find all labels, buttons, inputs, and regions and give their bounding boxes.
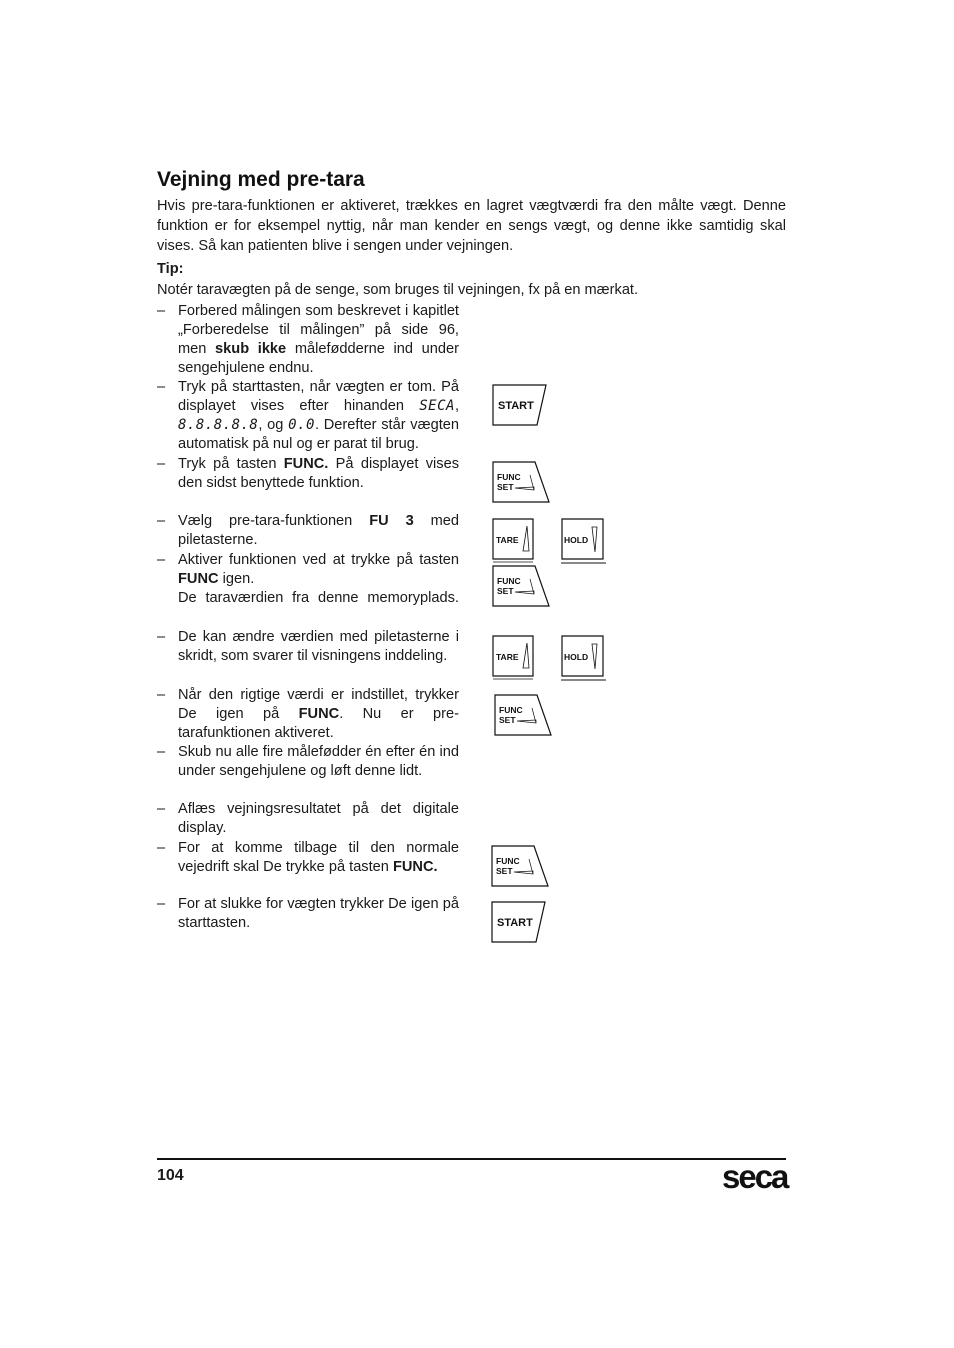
svg-text:SET: SET bbox=[499, 715, 516, 725]
lcd-seca: SECA bbox=[419, 398, 455, 414]
start-key-label: START bbox=[497, 917, 533, 929]
bullet-dash: – bbox=[157, 896, 166, 912]
step-select-fu3: – Vælg pre-tara-funktionen FU 3 med piletasterne. bbox=[157, 513, 459, 548]
svg-text:FUNC: FUNC bbox=[496, 856, 520, 866]
svg-text:TARE: TARE bbox=[496, 535, 519, 545]
step-start: – Tryk på starttasten, når vægten er tom. På displayet vises efter hinanden SECA, 8.8.8.8.8, og 0.0. Derefter står vægten automatisk på nul og er parat til brug. bbox=[157, 379, 459, 452]
func-set-key-icon bbox=[492, 565, 550, 608]
svg-text:HOLD: HOLD bbox=[564, 652, 589, 662]
svg-text:SET: SET bbox=[497, 482, 514, 492]
func-set-key-icon bbox=[494, 694, 552, 737]
page-heading: Vejning med pre-tara bbox=[157, 168, 365, 191]
svg-text:SET: SET bbox=[496, 866, 513, 876]
svg-text:FUNC: FUNC bbox=[497, 472, 521, 482]
bullet-dash: – bbox=[157, 456, 166, 472]
bullet-dash: – bbox=[157, 629, 166, 645]
hold-key-icon bbox=[560, 635, 608, 683]
svg-text:FUNC: FUNC bbox=[499, 705, 523, 715]
step-func: – Tryk på tasten FUNC. På displayet vises den sidst benyttede funktion. bbox=[157, 456, 459, 491]
step-read-result: – Aflæs vejningsresultatet på det digitale display. bbox=[157, 801, 459, 836]
bullet-dash: – bbox=[157, 744, 166, 760]
bullet-dash: – bbox=[157, 552, 166, 568]
func-set-key-icon bbox=[492, 461, 550, 504]
bullet-dash: – bbox=[157, 303, 166, 319]
lcd-test: 8.8.8.8.8 bbox=[178, 417, 259, 433]
tip-text: Notér taravægten på de senge, som bruges til vejningen, fx på en mærkat. bbox=[157, 282, 639, 298]
seca-logo: seca bbox=[722, 1158, 788, 1195]
tare-key-icon bbox=[492, 635, 536, 681]
step-confirm: – Når den rigtige værdi er indstillet, trykker De igen på FUNC. Nu er pre-tarafunktionen aktiveret. bbox=[157, 687, 459, 741]
func-set-key-icon bbox=[491, 845, 549, 888]
step-change-value: – De kan ændre værdien med piletasterne i skridt, som svarer til visningens inddeling. bbox=[157, 629, 459, 664]
page-number: 104 bbox=[157, 1167, 184, 1184]
tare-key-icon bbox=[492, 518, 536, 564]
svg-text:SET: SET bbox=[497, 586, 514, 596]
bullet-dash: – bbox=[157, 379, 166, 395]
step-push-feet: – Skub nu alle fire målefødder én efter én ind under sengehjulene og løft denne lidt. bbox=[157, 744, 459, 779]
svg-text:TARE: TARE bbox=[496, 652, 519, 662]
bullet-dash: – bbox=[157, 687, 166, 703]
start-key-icon bbox=[492, 384, 548, 426]
step-activate: – Aktiver funktionen ved at trykke på tasten FUNC igen. De taraværdien fra denne memoryplads. bbox=[157, 552, 459, 606]
start-key-icon bbox=[491, 901, 547, 944]
svg-text:HOLD: HOLD bbox=[564, 535, 589, 545]
step-return-normal: – For at komme tilbage til den normale vejedrift skal De trykke på tasten FUNC. bbox=[157, 840, 459, 875]
bullet-dash: – bbox=[157, 840, 166, 856]
start-key-label: START bbox=[498, 400, 534, 412]
lcd-zero: 0.0 bbox=[288, 417, 315, 433]
tip-label: Tip: bbox=[157, 261, 184, 277]
step-prepare: – Forbered målingen som beskrevet i kapitlet „Forberedelse til målingen” på side 96, men skub ikke målefødderne ind under sengehjulene endnu. bbox=[157, 303, 459, 376]
intro-paragraph: Hvis pre-tara-funktionen er aktiveret, trækkes en lagret vægtværdi fra den målte vægt. Denne funktion er for eksempel nyttig, når man kender en sengs vægt, og denne ikke samtidig skal vises. Så kan patienten blive i sengen under vejningen. bbox=[157, 198, 786, 254]
bullet-dash: – bbox=[157, 801, 166, 817]
svg-text:FUNC: FUNC bbox=[497, 576, 521, 586]
footer-rule bbox=[157, 1158, 786, 1160]
bullet-dash: – bbox=[157, 513, 166, 529]
hold-key-icon bbox=[560, 518, 608, 566]
step-switch-off: – For at slukke for vægten trykker De igen på starttasten. bbox=[157, 896, 459, 931]
